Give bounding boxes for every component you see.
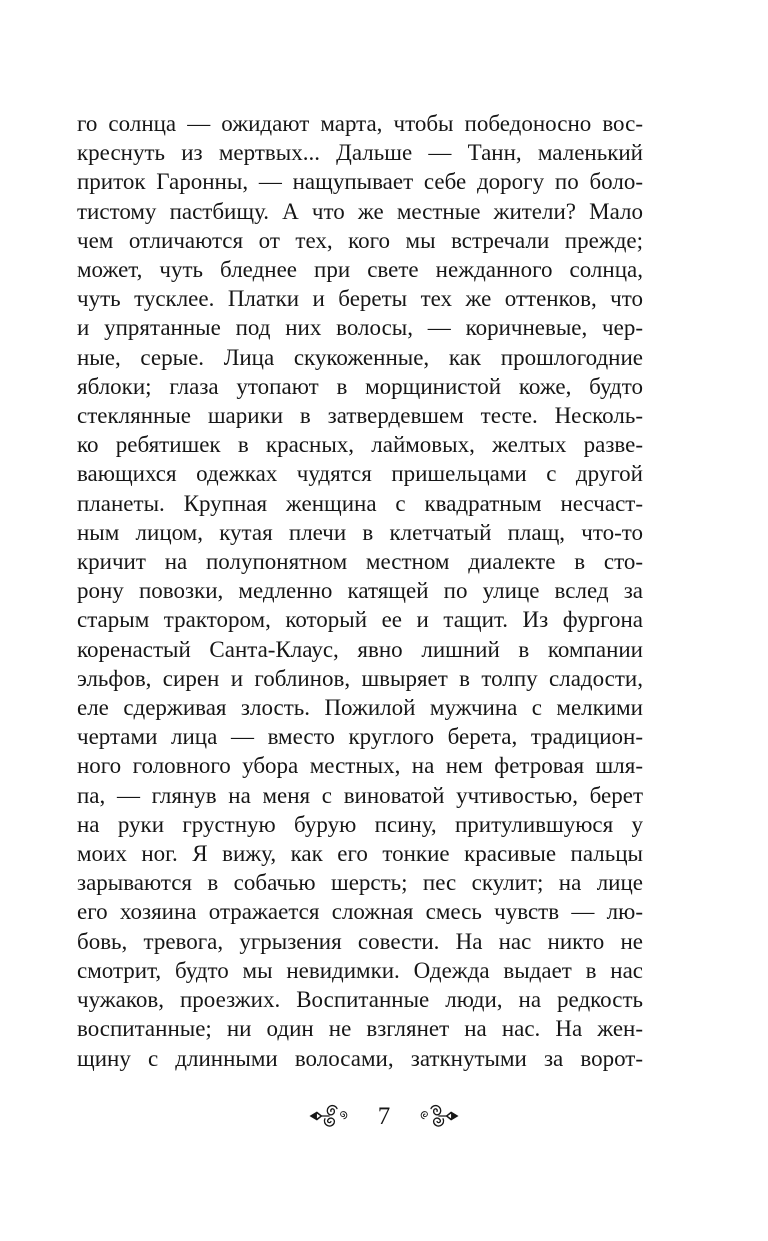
text-line: кричит на полупонятном местном диалекте в сто- (77, 549, 643, 575)
text-line: моих ног. Я вижу, как его тонкие красивые пальцы (77, 841, 643, 867)
text-line: чуть тусклее. Платки и береты тех же оттенков, что (77, 286, 643, 312)
text-line: ные, серые. Лица скукоженные, как прошлогодние (77, 344, 643, 370)
text-line: ко ребятишек в красных, лаймовых, желтых разве- (77, 432, 643, 458)
text-line: рону повозки, медленно катящей по улице вслед за (77, 578, 643, 604)
text-line: чем отличаются от тех, кого мы встречали прежде; (77, 227, 643, 253)
text-line: ного головного убора местных, на нем фетровая шля- (77, 753, 643, 779)
text-line: яблоки; глаза утопают в морщинистой коже, будто (77, 373, 643, 399)
text-line: старым трактором, который ее и тащит. Из фургона (77, 607, 643, 633)
text-line: и упрятанные под них волосы, — коричневые, чер- (77, 315, 643, 341)
fleuron-left-icon (308, 1102, 352, 1130)
text-line: зарываются в собачью шерсть; пес скулит; на лице (77, 870, 643, 896)
text-line: стеклянные шарики в затвердевшем тесте. Несколь- (77, 403, 643, 429)
text-line: ным лицом, кутая плечи в клетчатый плащ, что-то (77, 519, 643, 545)
text-line: может, чуть бледнее при свете нежданного солнца, (77, 257, 643, 283)
text-line: коренастый Санта-Клаус, явно лишний в компании (77, 636, 643, 662)
folio (0, 1096, 768, 1136)
text-line: смотрит, будто мы невидимки. Одежда выдает в нас (77, 957, 643, 983)
text-line: еле сдерживая злость. Пожилой мужчина с мелкими (77, 695, 643, 721)
text-line: го солнца — ожидают марта, чтобы победоносно вос- (77, 111, 643, 136)
text-line: щину с длинными волосами, заткнутыми за ворот- (77, 1045, 643, 1071)
text-line: его хозяина отражается сложная смесь чувств — лю- (77, 899, 643, 925)
text-line: чужаков, проезжих. Воспитанные люди, на редкость (77, 987, 643, 1013)
text-line: тистому пастбищу. А что же местные жители? Мало (77, 198, 643, 224)
text-line: креснуть из мертвых... Дальше — Танн, маленький (77, 140, 643, 166)
text-line: бовь, тревога, угрызения совести. На нас никто не (77, 928, 643, 954)
page-number: 7 (377, 1102, 391, 1130)
text-line: вающихся одежках чудятся пришельцами с другой (77, 461, 643, 487)
text-line: па, — глянув на меня с виноватой учтивостью, берет (77, 782, 643, 808)
text-line: планеты. Крупная женщина с квадратным несчаст- (77, 490, 643, 516)
text-block (77, 109, 643, 1073)
text-line: воспитанные; ни один не взглянет на нас. На жен- (77, 1016, 643, 1042)
fleuron-right-icon (416, 1102, 460, 1130)
text-line: на руки грустную бурую псину, притулившуюся у (77, 811, 643, 837)
text-line: приток Гаронны, — нащупывает себе дорогу по боло- (77, 169, 643, 195)
text-line: чертами лица — вместо круглого берета, традицион- (77, 724, 643, 750)
text-line: эльфов, сирен и гоблинов, швыряет в толпу сладости, (77, 665, 643, 691)
